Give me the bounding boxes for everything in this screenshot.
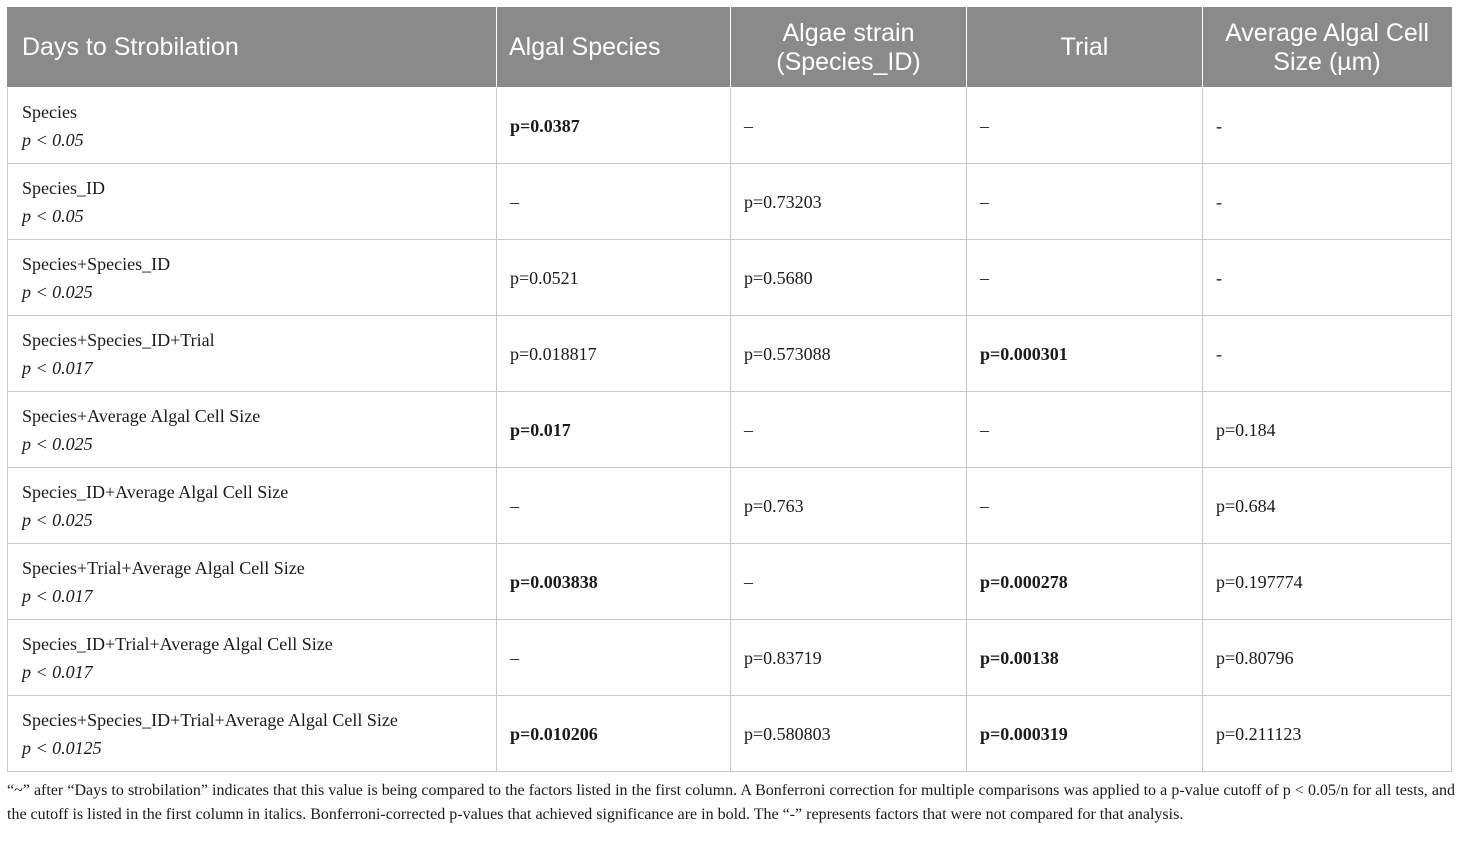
p-value-cell: p=0.00138 (967, 620, 1203, 696)
p-value-cell: – (967, 164, 1203, 240)
table-row (8, 392, 1452, 468)
p-value-cell: p=0.5680 (731, 240, 967, 316)
p-value-cell: p=0.0521 (497, 240, 731, 316)
p-value-cell: p=0.018817 (497, 316, 731, 392)
header-algae-strain: Algae strain (Species_ID) (731, 8, 967, 88)
table-row (8, 316, 1452, 392)
table-row (8, 468, 1452, 544)
table-header (8, 8, 1452, 88)
p-value-cell: p=0.017 (497, 392, 731, 468)
cutoff-label: p < 0.05 (22, 129, 84, 150)
p-value-cell: - (1203, 240, 1452, 316)
cutoff-label: p < 0.0125 (22, 737, 102, 758)
p-value-cell: p=0.003838 (497, 544, 731, 620)
model-label: Species+Average Algal Cell Size (22, 405, 261, 426)
cutoff-label: p < 0.017 (22, 357, 93, 378)
results-table-container (7, 7, 1451, 772)
header-average-cell-size: Average Algal Cell Size (µm) (1203, 8, 1452, 88)
factor-cell (8, 164, 497, 240)
p-value-cell: p=0.684 (1203, 468, 1452, 544)
p-value-cell: p=0.580803 (731, 696, 967, 772)
p-value-cell: - (1203, 164, 1452, 240)
cutoff-label: p < 0.025 (22, 509, 93, 530)
factor-cell (8, 544, 497, 620)
cutoff-label: p < 0.025 (22, 281, 93, 302)
model-label: Species (22, 101, 77, 122)
p-value-cell: p=0.211123 (1203, 696, 1452, 772)
cutoff-label: p < 0.017 (22, 585, 93, 606)
factor-cell (8, 316, 497, 392)
p-value-cell: p=0.83719 (731, 620, 967, 696)
p-value-cell: p=0.73203 (731, 164, 967, 240)
p-value-cell: – (497, 620, 731, 696)
model-label: Species_ID+Average Algal Cell Size (22, 481, 289, 502)
table-row (8, 620, 1452, 696)
results-table (7, 7, 1452, 772)
p-value-cell: – (497, 468, 731, 544)
table-body (8, 88, 1452, 772)
cutoff-label: p < 0.025 (22, 433, 93, 454)
table-row (8, 544, 1452, 620)
p-value-cell: p=0.197774 (1203, 544, 1452, 620)
cutoff-label: p < 0.017 (22, 661, 93, 682)
model-label: Species_ID+Trial+Average Algal Cell Size (22, 633, 333, 654)
p-value-cell: – (731, 544, 967, 620)
table-footnote: “~” after “Days to strobilation” indicates that this value is being compared to the factors listed in the first column. A Bonferroni correction for multiple comparisons was applied to a p-value cutoff of p < 0.05/n for all tests, and the cutoff is listed in the first column in italics. Bonferroni-corrected p-values that achieved significance are in bold. The “-” represents factors that were not compared for that analysis. (7, 782, 1455, 823)
cutoff-label: p < 0.05 (22, 205, 84, 226)
p-value-cell: - (1203, 316, 1452, 392)
model-label: Species+Species_ID (22, 253, 171, 274)
header-trial: Trial (967, 8, 1203, 88)
p-value-cell: p=0.763 (731, 468, 967, 544)
factor-cell (8, 696, 497, 772)
p-value-cell: p=0.010206 (497, 696, 731, 772)
header-algal-species: Algal Species (497, 8, 731, 88)
factor-cell (8, 468, 497, 544)
model-label: Species+Species_ID+Trial (22, 329, 215, 350)
p-value-cell: – (731, 88, 967, 164)
table-row (8, 88, 1452, 164)
p-value-cell: - (1203, 88, 1452, 164)
p-value-cell: – (967, 88, 1203, 164)
factor-cell (8, 620, 497, 696)
model-label: Species+Species_ID+Trial+Average Algal Cell Size (22, 709, 398, 730)
p-value-cell: p=0.000278 (967, 544, 1203, 620)
table-row (8, 164, 1452, 240)
p-value-cell: p=0.000301 (967, 316, 1203, 392)
p-value-cell: – (967, 468, 1203, 544)
factor-cell (8, 392, 497, 468)
p-value-cell: p=0.0387 (497, 88, 731, 164)
p-value-cell: p=0.80796 (1203, 620, 1452, 696)
p-value-cell: p=0.184 (1203, 392, 1452, 468)
table-row (8, 696, 1452, 772)
p-value-cell: – (967, 392, 1203, 468)
p-value-cell: – (497, 164, 731, 240)
p-value-cell: – (731, 392, 967, 468)
p-value-cell: – (967, 240, 1203, 316)
p-value-cell: p=0.573088 (731, 316, 967, 392)
header-row (8, 8, 1452, 88)
model-label: Species_ID (22, 177, 105, 198)
model-label: Species+Trial+Average Algal Cell Size (22, 557, 305, 578)
factor-cell (8, 88, 497, 164)
p-value-cell: p=0.000319 (967, 696, 1203, 772)
header-days-to-strobilation: Days to Strobilation (8, 8, 497, 88)
factor-cell (8, 240, 497, 316)
table-row (8, 240, 1452, 316)
